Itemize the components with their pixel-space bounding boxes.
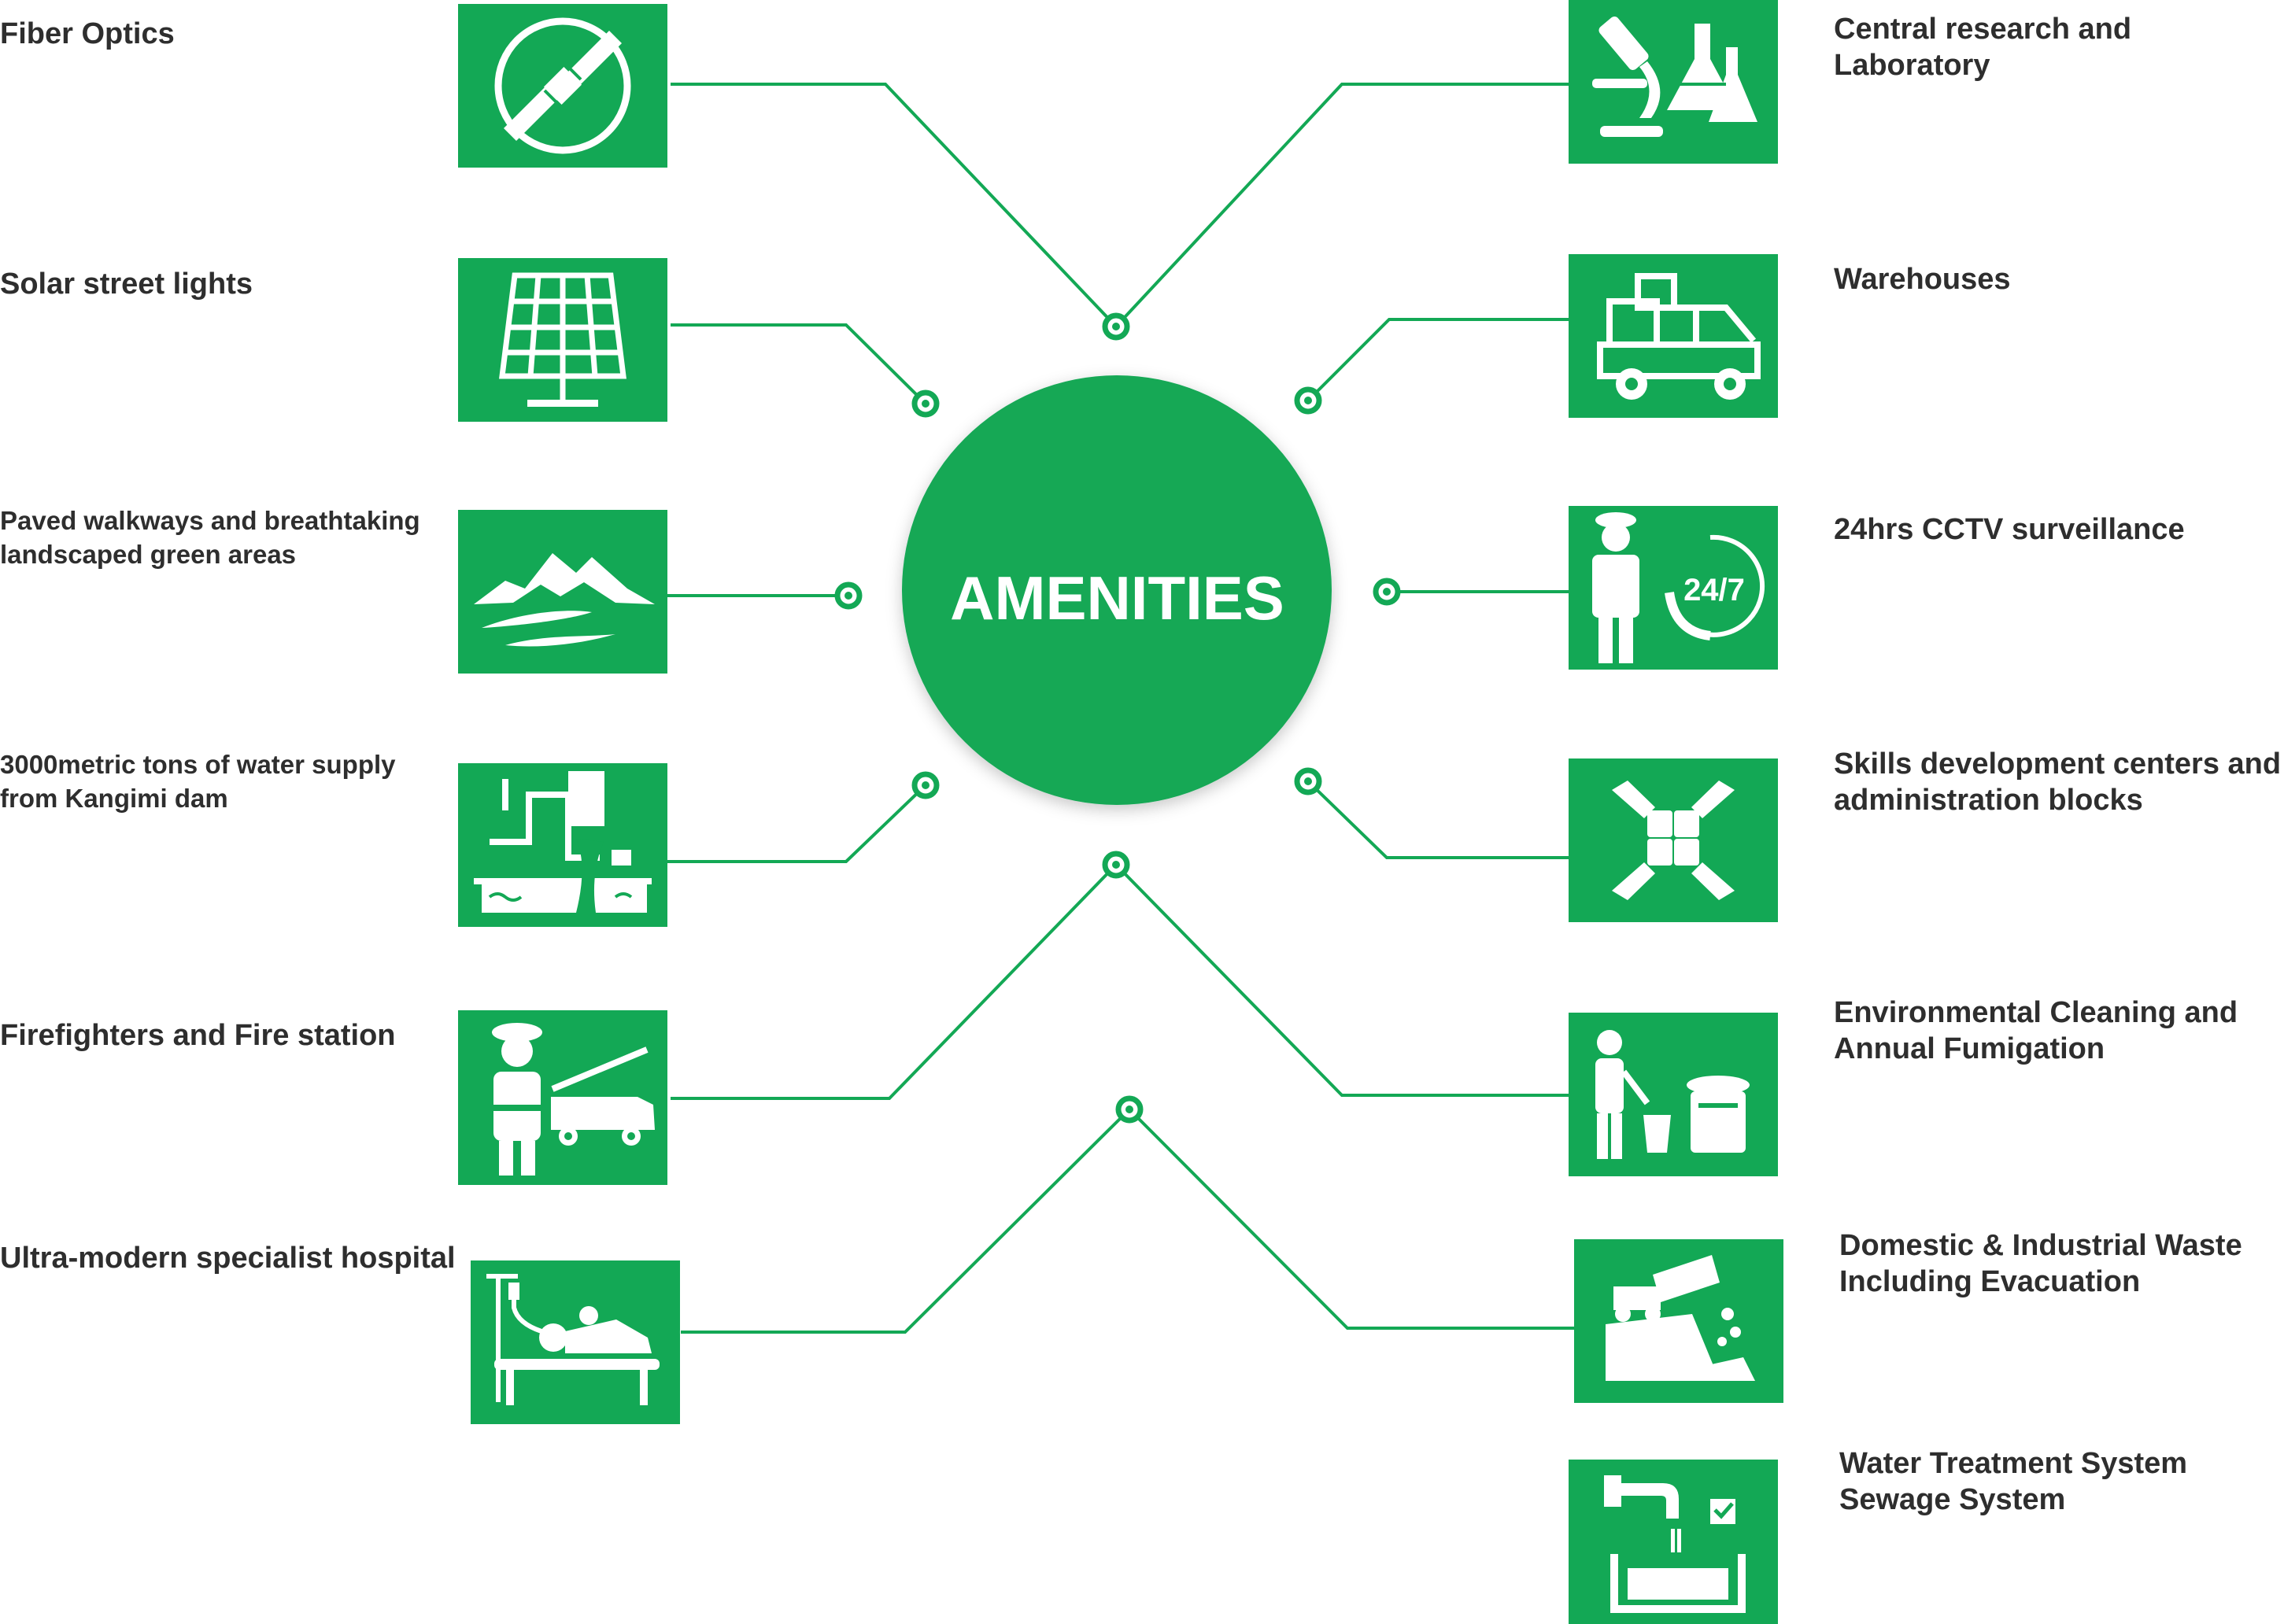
- cleaning-icon: [1569, 1013, 1778, 1176]
- water-supply-tile: [458, 763, 667, 927]
- skills-tile: [1569, 758, 1778, 922]
- security-guard-icon: [1569, 506, 1778, 670]
- microscope-flask-icon: [1569, 0, 1778, 164]
- connector-skills: [1308, 781, 1569, 858]
- waste-tile: [1574, 1239, 1783, 1403]
- puzzle-hands-icon: [1569, 758, 1778, 922]
- connector-laboratory: [1116, 84, 1569, 327]
- label-fiber-optics: Fiber Optics: [0, 17, 175, 50]
- fiber-optics-tile: [458, 4, 667, 168]
- landscape-icon: [458, 510, 667, 674]
- label-cleaning: Environmental Cleaning and Annual Fumigation: [1834, 996, 2238, 1065]
- hub-title: AMENITIES: [950, 563, 1284, 633]
- connector-cleaning: [1116, 865, 1569, 1095]
- water-treatment-icon: [1569, 1460, 1778, 1624]
- label-landscape: Paved walkways and breathtaking landscaped green areas: [0, 506, 420, 569]
- truck-icon: [1569, 254, 1778, 418]
- solar-panel-icon: [458, 258, 667, 422]
- connector-solar-lights: [671, 325, 926, 404]
- warehouses-tile: [1569, 254, 1778, 418]
- dump-truck-icon: [1574, 1239, 1783, 1403]
- landscape-tile: [458, 510, 667, 674]
- label-laboratory: Central research and Laboratory: [1834, 13, 2132, 82]
- firefighter-icon: [458, 1010, 667, 1185]
- water-supply-icon: [458, 763, 667, 927]
- label-water-supply: 3000metric tons of water supply from Kangimi dam: [0, 750, 396, 813]
- connector-firefighters: [671, 865, 1116, 1098]
- connector-fiber-optics: [671, 84, 1116, 327]
- label-skills: Skills development centers and administration blocks: [1834, 747, 2282, 817]
- connector-waste: [1129, 1109, 1574, 1328]
- label-cctv: 24hrs CCTV surveillance: [1834, 513, 2185, 546]
- label-warehouses: Warehouses: [1834, 263, 2011, 296]
- cleaning-tile: [1569, 1013, 1778, 1176]
- badge-247: 24/7: [1683, 573, 1745, 607]
- laboratory-tile: [1569, 0, 1778, 164]
- label-firefighters: Firefighters and Fire station: [0, 1019, 396, 1052]
- hospital-tile: [471, 1260, 680, 1424]
- label-waste: Domestic & Industrial Waste Including Evacuation: [1839, 1229, 2242, 1298]
- solar-lights-tile: [458, 258, 667, 422]
- connector-hospital: [681, 1109, 1129, 1332]
- connector-water-supply: [666, 785, 926, 862]
- fiber-optics-icon: [458, 4, 667, 168]
- label-hospital: Ultra-modern specialist hospital: [0, 1242, 456, 1275]
- water-treatment-tile: [1569, 1460, 1778, 1624]
- label-water-treatment: Water Treatment System Sewage System: [1839, 1447, 2188, 1516]
- cctv-tile: [1569, 506, 1778, 670]
- label-solar-lights: Solar street lights: [0, 268, 253, 301]
- connector-warehouses: [1308, 319, 1569, 400]
- firefighters-tile: [458, 1010, 667, 1185]
- hospital-bed-icon: [471, 1260, 680, 1424]
